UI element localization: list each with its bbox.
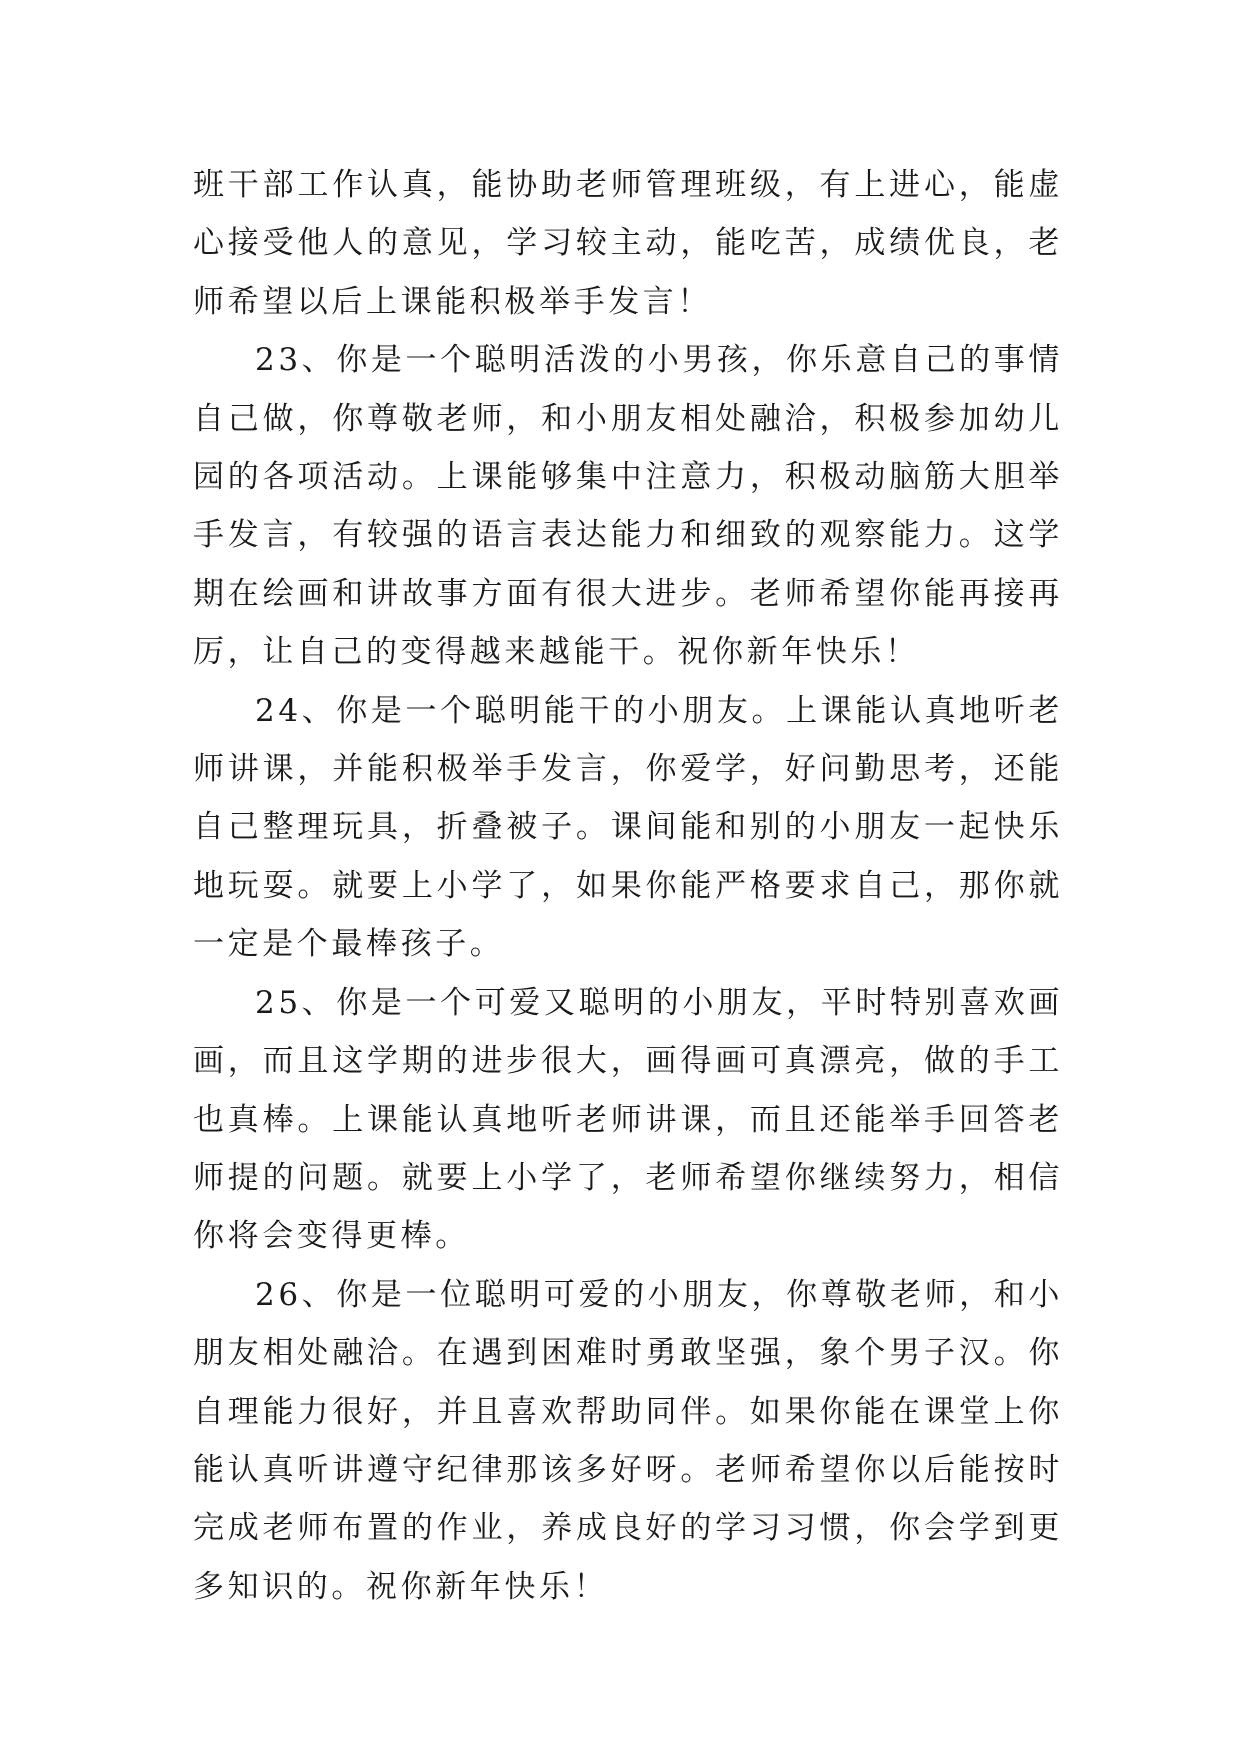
document-body	[193, 156, 1063, 1616]
paragraph-26: 26、你是一位聪明可爱的小朋友，你尊敬老师，和小朋友相处融洽。在遇到困难时勇敢坚强，象个男子汉。你自理能力很好，并且喜欢帮助同伴。如果你能在课堂上你能认真听讲遵守纪律那该多好呀。老师希望你以后能按时完成老师布置的作业，养成良好的学习习惯，你会学到更多知识的。祝你新年快乐！	[193, 1276, 1063, 1605]
paragraph-24: 24、你是一个聪明能干的小朋友。上课能认真地听老师讲课，并能积极举手发言，你爱学，好问勤思考，还能自己整理玩具，折叠被子。课间能和别的小朋友一起快乐地玩耍。就要上小学了，如果你能严格要求自己，那你就一定是个最棒孩子。	[193, 692, 1063, 963]
paragraph-23: 23、你是一个聪明活泼的小男孩，你乐意自己的事情自己做，你尊敬老师，和小朋友相处融洽，积极参加幼儿园的各项活动。上课能够集中注意力，积极动脑筋大胆举手发言，有较强的语言表达能力和细致的观察能力。这学期在绘画和讲故事方面有很大进步。老师希望你能再接再厉，让自己的变得越来越能干。祝你新年快乐！	[193, 342, 1063, 671]
paragraph-25: 25、你是一个可爱又聪明的小朋友，平时特别喜欢画画，而且这学期的进步很大，画得画可真漂亮，做的手工也真棒。上课能认真地听老师讲课，而且还能举手回答老师提的问题。就要上小学了，老师希望你继续努力，相信你将会变得更棒。	[193, 984, 1063, 1255]
paragraph-intro: 班干部工作认真，能协助老师管理班级，有上进心，能虚心接受他人的意见，学习较主动，能吃苦，成绩优良，老师希望以后上课能积极举手发言！	[193, 167, 1063, 320]
